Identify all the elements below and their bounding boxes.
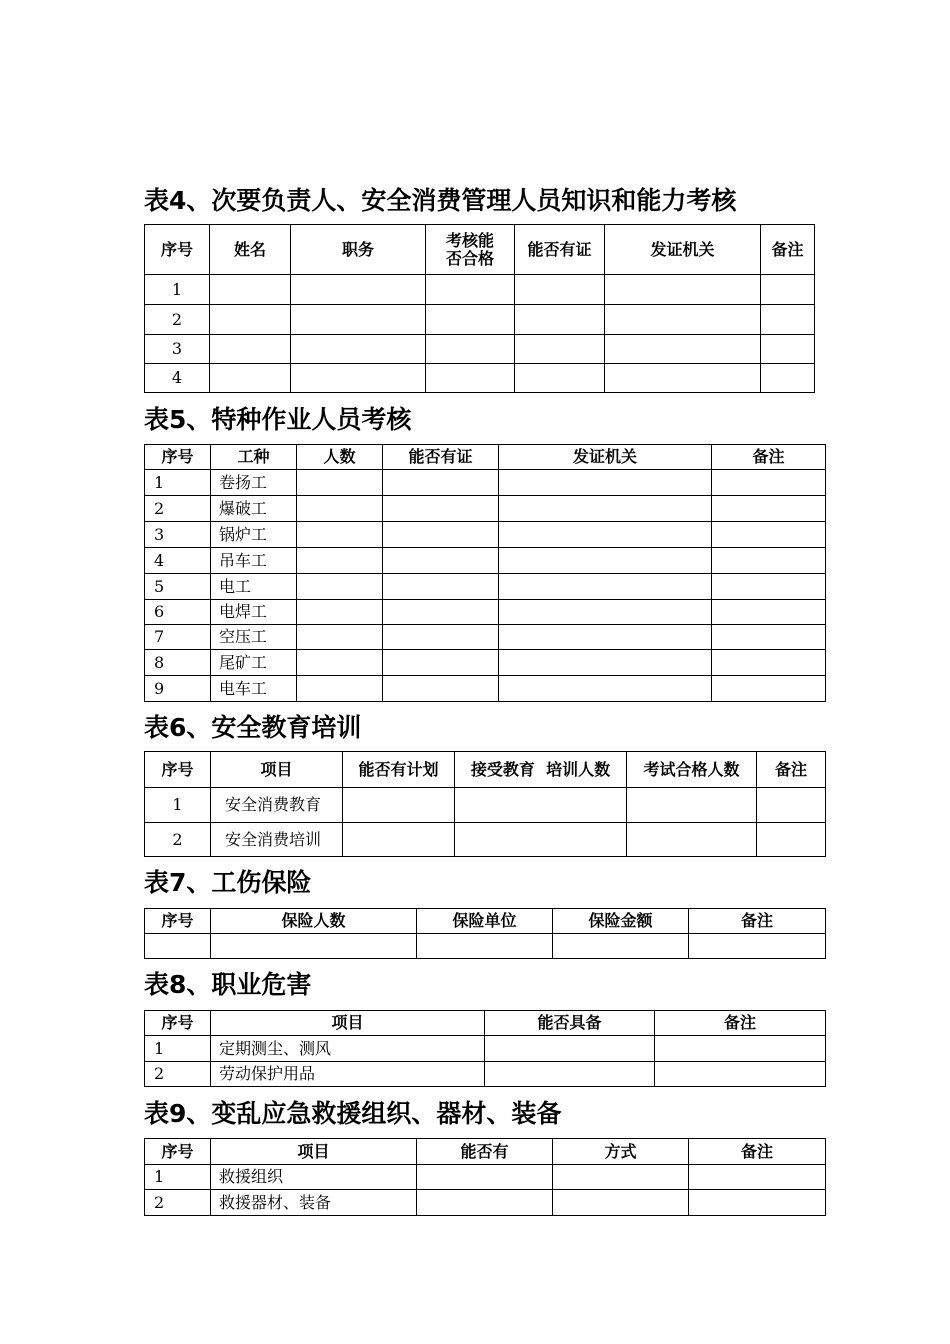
table-row [145,823,826,857]
table-row [145,676,826,702]
table-6-section [144,711,826,857]
table-row [145,650,826,676]
table-row [145,788,826,823]
header-method: 方式 [553,1139,689,1165]
header-name: 姓名 [210,225,291,275]
table-row [145,1062,826,1087]
row-number: 4 [145,548,211,574]
row-number: 3 [145,335,210,364]
header-insurer: 保险单位 [417,909,553,934]
table-6-title: 表6、安全教育培训 [144,713,362,742]
table-6 [144,751,826,857]
header-remarks: 备注 [655,1011,826,1036]
table-row [145,522,826,548]
work-type-cell: 吊车工 [211,548,297,574]
table-7-title: 表7、工伤保险 [144,868,312,897]
row-number: 7 [145,625,211,650]
item-cell: 救援器材、装备 [211,1190,417,1216]
header-available: 能否有 [417,1139,553,1165]
work-type-cell: 电工 [211,574,297,600]
table-4-title: 表4、次要负责人、安全消费管理人员知识和能力考核 [144,186,737,215]
table-row [145,335,815,364]
header-work-type: 工种 [211,445,297,470]
table-7-section [144,866,826,959]
table-5-section [144,403,826,702]
header-serial: 序号 [145,752,211,788]
header-trained-count: 接受教育 培训人数 [455,752,627,788]
table-row [145,1165,826,1190]
row-number: 2 [145,496,211,522]
header-has-plan: 能否有计划 [343,752,455,788]
item-cell: 安全消费教育 [211,788,343,823]
table-8 [144,1010,826,1087]
work-type-cell: 尾矿工 [211,650,297,676]
table-9-title: 表9、变乱应急救援组织、器材、装备 [144,1099,562,1128]
table-9 [144,1138,826,1216]
header-serial: 序号 [145,1011,211,1036]
row-number: 3 [145,522,211,548]
header-certified: 能否有证 [515,225,605,275]
table-row [145,496,826,522]
table-4 [144,224,815,393]
item-cell: 安全消费培训 [211,823,343,857]
header-remarks: 备注 [689,909,826,934]
header-item: 项目 [211,1139,417,1165]
header-issuing-authority: 发证机关 [605,225,761,275]
work-type-cell: 电车工 [211,676,297,702]
table-row [145,275,815,305]
header-remarks: 备注 [689,1139,826,1165]
table-9-section [144,1097,826,1216]
header-remarks: 备注 [757,752,826,788]
item-cell: 劳动保护用品 [211,1062,485,1087]
header-available: 能否具备 [485,1011,655,1036]
header-serial: 序号 [145,909,211,934]
item-cell: 定期测尘、测风 [211,1036,485,1062]
header-serial: 序号 [145,445,211,470]
row-number: 1 [145,788,211,823]
header-insured-amount: 保险金额 [553,909,689,934]
table-row [145,548,826,574]
row-number: 2 [145,1062,211,1087]
header-headcount: 人数 [297,445,383,470]
header-insured-count: 保险人数 [211,909,417,934]
header-position: 职务 [291,225,426,275]
table-8-title: 表8、职业危害 [144,970,312,999]
work-type-cell: 锅炉工 [211,522,297,548]
row-number: 2 [145,823,211,857]
header-issuing-authority: 发证机关 [499,445,712,470]
row-number: 1 [145,1036,211,1062]
header-item: 项目 [211,1011,485,1036]
table-row [145,364,815,393]
table-row [145,470,826,496]
table-row [145,574,826,600]
table-row [145,1190,826,1216]
header-assessment-passed: 考核能否合格 [426,225,515,275]
header-remarks: 备注 [712,445,826,470]
row-number: 4 [145,364,210,393]
row-number: 9 [145,676,211,702]
row-number: 1 [145,470,211,496]
work-type-cell: 卷扬工 [211,470,297,496]
table-5-title: 表5、特种作业人员考核 [144,405,412,434]
table-7 [144,908,826,959]
table-row [145,625,826,650]
table-5 [144,444,826,702]
row-number: 1 [145,275,210,305]
table-4-section [144,184,815,393]
table-row [145,1036,826,1062]
row-number: 2 [145,1190,211,1216]
work-type-cell: 空压工 [211,625,297,650]
table-8-section [144,968,826,1087]
header-serial: 序号 [145,225,210,275]
item-cell: 救援组织 [211,1165,417,1190]
header-serial: 序号 [145,1139,211,1165]
table-row [145,305,815,335]
header-passed-count: 考试合格人数 [627,752,757,788]
row-number: 6 [145,600,211,625]
row-number: 5 [145,574,211,600]
row-number: 8 [145,650,211,676]
header-item: 项目 [211,752,343,788]
header-certified: 能否有证 [383,445,499,470]
table-row [145,600,826,625]
header-remarks: 备注 [761,225,815,275]
table-row [145,934,826,959]
work-type-cell: 爆破工 [211,496,297,522]
row-number: 2 [145,305,210,335]
row-number: 1 [145,1165,211,1190]
work-type-cell: 电焊工 [211,600,297,625]
